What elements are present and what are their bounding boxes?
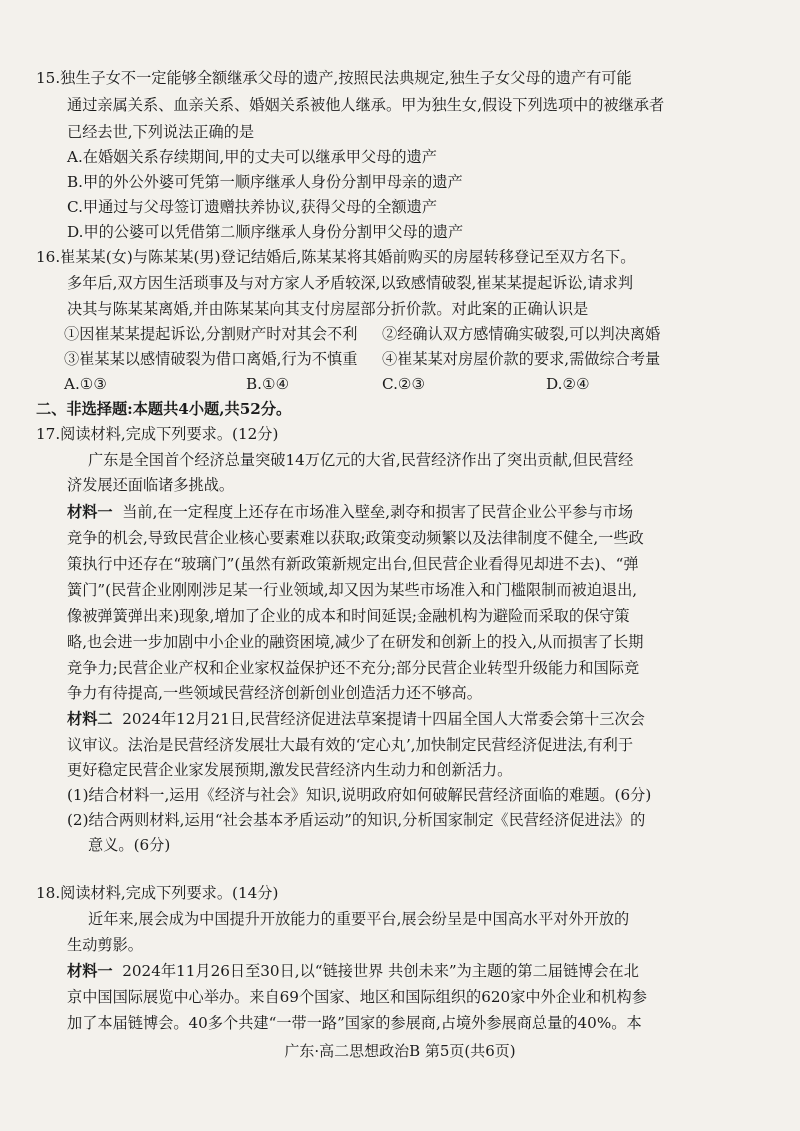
- section-heading: 二、非选择题:本题共4小题,共52分。: [36, 400, 292, 418]
- q17-material-1-line-6: 略,也会进一步加剧中小企业的融资困境,减少了在研发和创新上的投入,从而损害了长期: [67, 633, 644, 651]
- q17-material-2-line-1: [67, 709, 645, 729]
- q16-line-1: 16.崔某某(女)与陈某某(男)登记结婚后,陈某某将其婚前购买的房屋转移登记至双方名下。: [36, 248, 636, 266]
- q17-material-2-text: 2024年12月21日,民营经济促进法草案提请十四届全国人大常委会第十三次会: [122, 710, 645, 728]
- q16-answer-d: D.②④: [546, 375, 590, 393]
- q17-material-1-line-3: 策执行中还存在“玻璃门”(虽然有新政策新规定出台,但民营企业看得见却进不去)、“弹: [67, 555, 639, 573]
- q17-subquestion-2-line-1: (2)结合两则材料,运用“社会基本矛盾运动”的知识,分析国家制定《民营经济促进法》的: [67, 811, 646, 829]
- q17-subquestion-2-line-2: 意义。(6分): [88, 836, 171, 854]
- q16-item-4: ④崔某某对房屋价款的要求,需做综合考量: [382, 350, 661, 368]
- q18-material-1-label: 材料一: [67, 962, 113, 980]
- q17-material-2-line-2: 议审议。法治是民营经济发展壮大最有效的‘定心丸’,加快制定民营经济促进法,有利于: [67, 736, 634, 754]
- q17-material-1-line-5: 像被弹簧弹出来)现象,增加了企业的成本和时间延误;金融机构为避险而采取的保守策: [67, 607, 630, 625]
- q16-answer-c: C.②③: [382, 375, 426, 393]
- q17-intro-2: 济发展还面临诸多挑战。: [67, 476, 235, 494]
- q17-subquestion-1: (1)结合材料一,运用《经济与社会》知识,说明政府如何破解民营经济面临的难题。(6分): [67, 786, 652, 804]
- q17-material-1-line-2: 竞争的机会,导致民营企业核心要素难以获取;政策变动频繁以及法律制度不健全,一些政: [67, 529, 644, 547]
- q16-line-2: 多年后,双方因生活琐事及与对方家人矛盾较深,以致感情破裂,崔某某提起诉讼,请求判: [67, 274, 634, 292]
- q18-intro-2: 生动剪影。: [67, 936, 143, 954]
- q16-item-2: ②经确认双方感情确实破裂,可以判决离婚: [382, 325, 661, 343]
- q15-option-c: C.甲通过与父母签订遗赠扶养协议,获得父母的全额遗产: [67, 198, 438, 216]
- q17-material-1-line-1: [67, 502, 633, 522]
- q16-line-3: 决其与陈某某离婚,并由陈某某向其支付房屋部分折价款。对此案的正确认识是: [67, 300, 589, 318]
- q15-line-1: 15.独生子女不一定能够全额继承父母的遗产,按照民法典规定,独生子女父母的遗产有可能: [36, 69, 632, 87]
- q17-material-1-text: 当前,在一定程度上还存在市场准入壁垒,剥夺和损害了民营企业公平参与市场: [122, 503, 634, 521]
- q18-intro-1: 近年来,展会成为中国提升开放能力的重要平台,展会纷呈是中国高水平对外开放的: [88, 910, 630, 928]
- q18-material-1-line-3: 加了本届链博会。40多个共建“一带一路”国家的参展商,占境外参展商总量的40%。本: [67, 1014, 642, 1032]
- q15-option-b: B.甲的外公外婆可凭第一顺序继承人身份分割甲母亲的遗产: [67, 173, 463, 191]
- q16-answer-a: A.①③: [64, 375, 108, 393]
- q18-material-1-text: 2024年11月26日至30日,以“链接世界 共创未来”为主题的第二届链博会在北: [122, 962, 639, 980]
- q15-line-2: 通过亲属关系、血亲关系、婚姻关系被他人继承。甲为独生女,假设下列选项中的被继承者: [67, 96, 665, 114]
- q15-option-d: D.甲的公婆可以凭借第二顺序继承人身份分割甲父母的遗产: [67, 223, 464, 241]
- q16-item-3: ③崔某某以感情破裂为借口离婚,行为不慎重: [64, 350, 358, 368]
- q17-material-1-label: 材料一: [67, 503, 113, 521]
- q18-material-1-line-2: 京中国国际展览中心举办。来自69个国家、地区和国际组织的620家中外企业和机构参: [67, 988, 647, 1006]
- q18-material-1-line-1: [67, 961, 639, 981]
- q17-material-2-label: 材料二: [67, 710, 113, 728]
- q17-material-1-line-7: 竞争力;民营企业产权和企业家权益保护还不充分;部分民营企业转型升级能力和国际竞: [67, 659, 640, 677]
- q18-title: 18.阅读材料,完成下列要求。(14分): [36, 884, 279, 902]
- q17-material-1-line-8: 争力有待提高,一些领域民营经济创新创业创造活力还不够高。: [67, 684, 482, 702]
- q15-line-3: 已经去世,下列说法正确的是: [67, 123, 255, 141]
- q16-item-1: ①因崔某某提起诉讼,分割财产时对其会不利: [64, 325, 358, 343]
- q15-option-a: A.在婚姻关系存续期间,甲的丈夫可以继承甲父母的遗产: [67, 148, 437, 166]
- q17-title: 17.阅读材料,完成下列要求。(12分): [36, 425, 279, 443]
- page-footer: 广东·高二思想政治B 第5页(共6页): [284, 1042, 516, 1060]
- q17-material-2-line-3: 更好稳定民营企业家发展预期,激发民营经济内生动力和创新活力。: [67, 761, 513, 779]
- q16-answer-b: B.①④: [246, 375, 290, 393]
- q17-intro-1: 广东是全国首个经济总量突破14万亿元的大省,民营经济作出了突出贡献,但民营经: [88, 451, 634, 469]
- q17-material-1-line-4: 簧门”(民营企业刚刚涉足某一行业领域,却又因为某些市场准入和门槛限制而被迫退出,: [67, 581, 638, 599]
